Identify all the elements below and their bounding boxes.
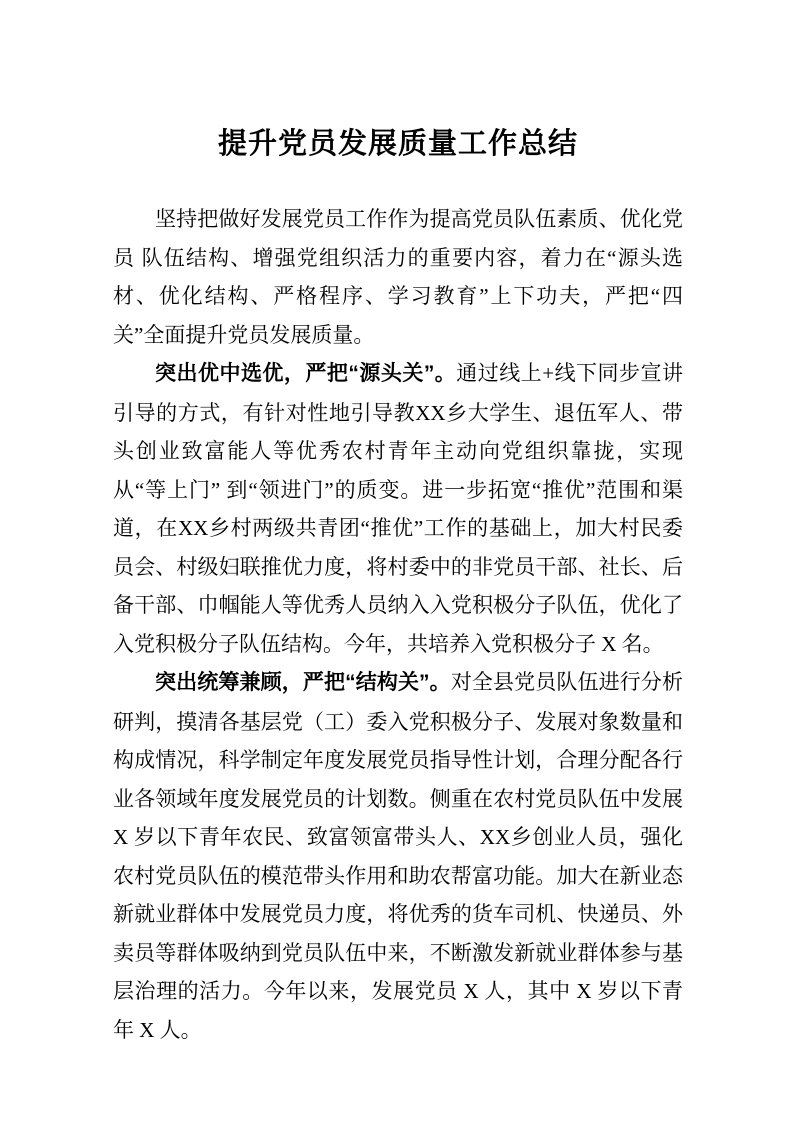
paragraph-text: 对全县党员队伍进行分析研判，摸清各基层党（工）委入党积极分子、发展对象数量和构成情况，科学制定年度发展党员指导性计划，合理分配各行业各领域年度发展党员的计划数。侧重在农村党员队伍中发展 X 岁以下青年农民、致富领富带头人、XX乡创业人员，强化农村党员队伍的模范带头作用和助农帮富功能。加大在新业态新就业群体中发展党员力度，将优秀的货车司机、快递员、外卖员等群体吸纳到党员队伍中来，不断激发新就业群体参与基层治理的活力。今年以来，发展党员 X 人，其中 X 岁以下青年 X 人。 [113,670,684,1042]
document-body [113,200,683,1049]
paragraph [113,663,683,1049]
document-title: 提升党员发展质量工作总结 [217,128,578,160]
paragraph-lead-bold: 突出优中选优，严把“源头关”。 [155,362,457,385]
paragraph [113,354,683,663]
paragraph-text: 通过线上+线下同步宣讲引导的方式，有针对性地引导教XX乡大学生、退伍军人、带头创业致富能人等优秀农村青年主动向党组织靠拢，实现从“等上门” 到“领进门”的质变。进一步拓宽“推优”范围和渠道，在XX乡村两级共青团“推优”工作的基础上，加大村民委员会、村级妇联推优力度，将村委中的非党员干部、社长、后备干部、巾帼能人等优秀人员纳入入党积极分子队伍，优化了入党积极分子队伍结构。今年，共培养入党积极分子 X 名。 [113,361,684,656]
paragraph-lead-bold: 突出统筹兼顾，严把“结构关”。 [155,671,451,694]
paragraph-text: 坚持把做好发展党员工作作为提高党员队伍素质、优化党员 队伍结构、增强党组织活力的重要内容，着力在“源头选材、优化结构、严格程序、学习教育”上下功夫，严把“四关”全面提升党员发展质量。 [113,207,683,347]
paragraph [113,200,683,354]
